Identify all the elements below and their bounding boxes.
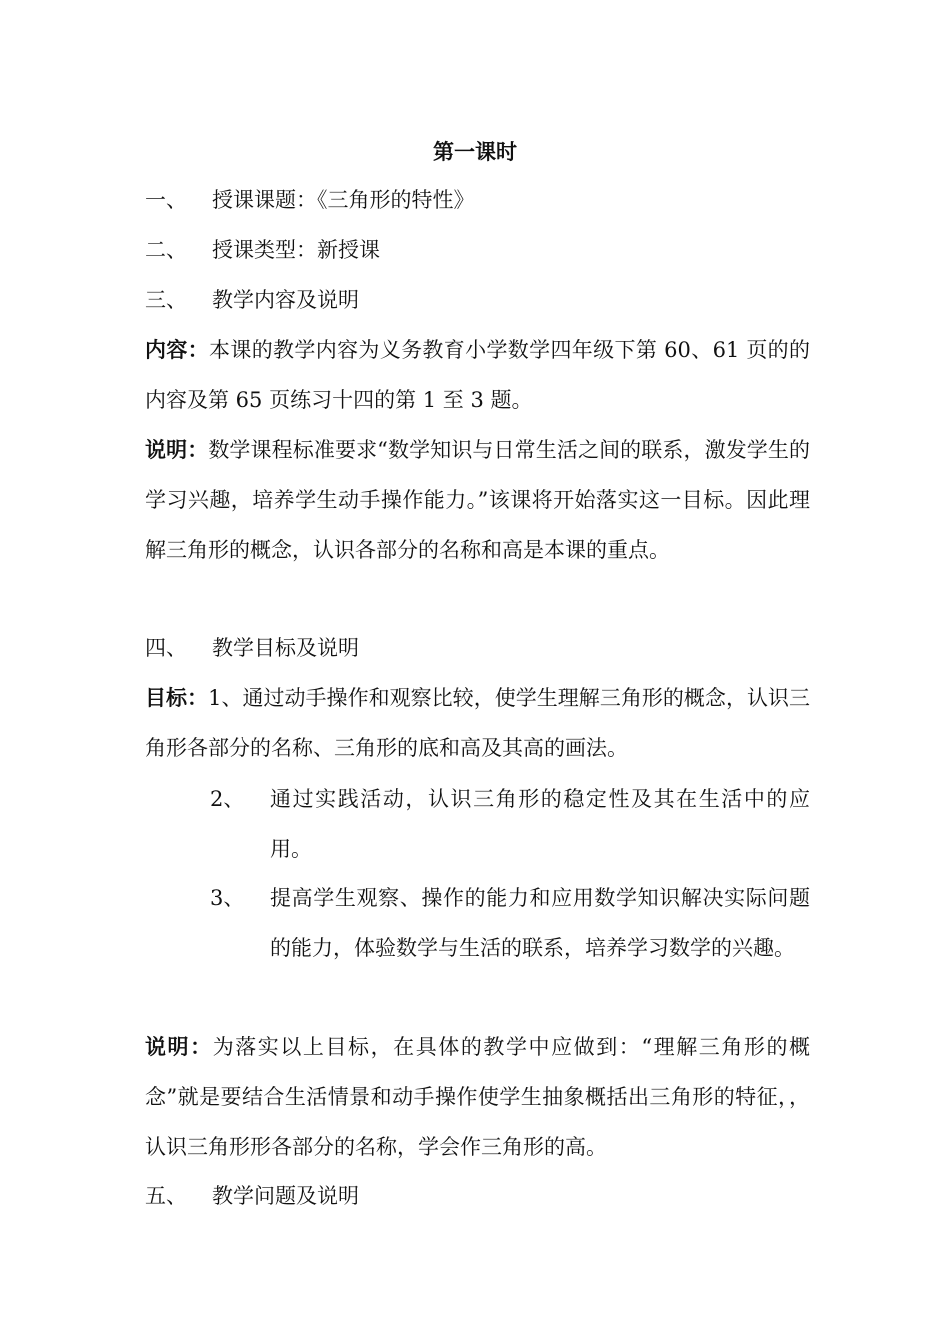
section-number: 一、 — [145, 188, 187, 212]
section-text: 教学目标及说明 — [212, 636, 359, 660]
explanation-text: 数学课程标准要求“数学知识与日常生活之间的联系，激发学生的学习兴趣，培养学生动手操作能力。”该课将开始落实这一目标。因此理解三角形的概念，认识各部分的名称和高是本课的重点。 — [145, 438, 811, 562]
section-text: 授课课题：《三角形的特性》 — [212, 188, 475, 212]
section-number: 五、 — [145, 1184, 187, 1208]
page-title: 第一课时 — [433, 140, 517, 164]
goal-number: 3、 — [210, 886, 245, 910]
goal-number: 2、 — [210, 787, 245, 811]
section-5 — [145, 1180, 810, 1212]
section-text: 教学内容及说明 — [212, 288, 359, 312]
goal-text: 提高学生观察、操作的能力和应用数学知识解决实际问题的能力，体验数学与生活的联系，培养学习数学的兴趣。 — [270, 886, 810, 960]
goal-item-3 — [210, 873, 810, 973]
goals-label: 目标： — [145, 686, 209, 710]
explanation-paragraph-2 — [145, 1022, 810, 1172]
explanation-label: 说明： — [145, 438, 209, 462]
section-number: 四、 — [145, 636, 187, 660]
goal-item-2 — [210, 774, 810, 874]
section-4 — [145, 632, 810, 664]
content-text: 本课的教学内容为义务教育小学数学四年级下第 60、61 页的的内容及第 65 页练习十四的第 1 至 3 题。 — [145, 338, 811, 412]
section-2 — [145, 234, 810, 266]
section-1 — [145, 184, 810, 216]
goals-text: 1、通过动手操作和观察比较，使学生理解三角形的概念，认识三角形各部分的名称、三角形的底和高及其高的画法。 — [145, 686, 810, 760]
goals-paragraph — [145, 673, 810, 773]
explanation-text: 为落实以上目标，在具体的教学中应做到：“理解三角形的概念”就是要结合生活情景和动手操作使学生抽象概括出三角形的特征，，认识三角形形各部分的名称，学会作三角形的高。 — [145, 1035, 811, 1159]
section-text: 教学问题及说明 — [212, 1184, 359, 1208]
explanation-paragraph-1 — [145, 425, 810, 575]
section-number: 三、 — [145, 288, 187, 312]
section-number: 二、 — [145, 238, 187, 262]
content-label: 内容： — [145, 338, 210, 362]
section-text: 授课类型：新授课 — [212, 238, 380, 262]
goal-text: 通过实践活动，认识三角形的稳定性及其在生活中的应用。 — [270, 787, 810, 861]
section-3 — [145, 284, 810, 316]
content-paragraph — [145, 325, 810, 425]
explanation-label: 说明： — [145, 1035, 213, 1059]
